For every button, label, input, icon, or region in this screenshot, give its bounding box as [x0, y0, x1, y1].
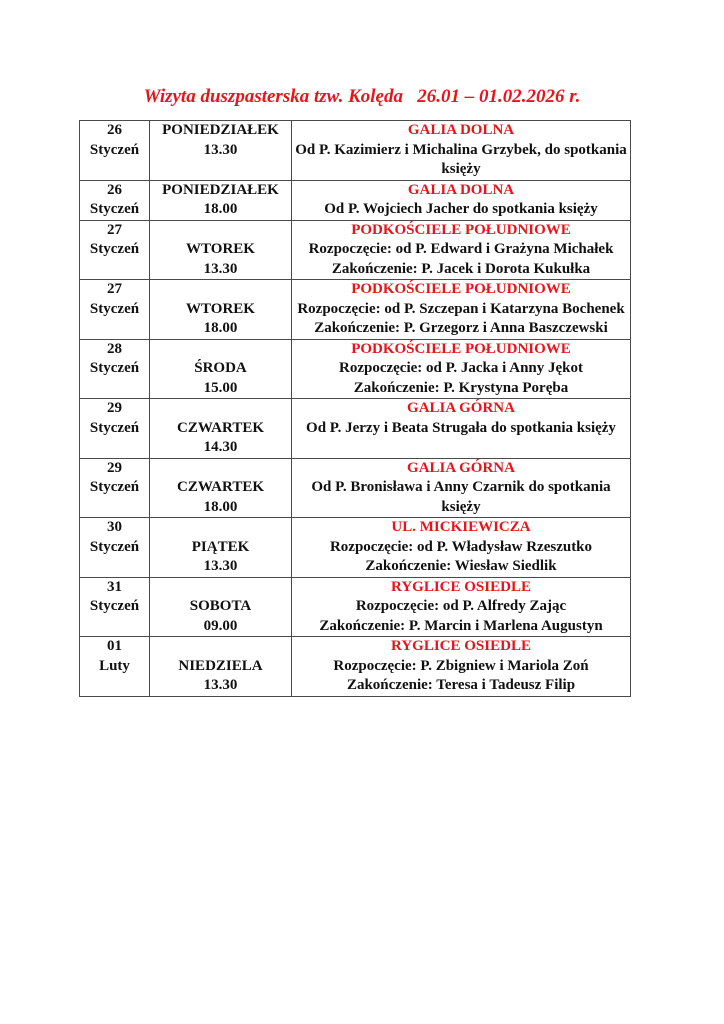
detail-line: Rozpoczęcie: od P. Władysław Rzeszutko: [329, 538, 593, 555]
weekday-time-cell: [150, 458, 292, 518]
detail-line: Od P. Bronisława i Anny Czarnik do spotkania księży: [311, 479, 611, 515]
month-name: Styczeń: [89, 201, 140, 217]
page-title: Wizyta duszpasterska tzw. Kolęda 26.01 – 01.02.2026 r.: [143, 86, 581, 107]
spacer: [152, 399, 289, 419]
detail-line: Od P. Jerzy i Beata Strugała do spotkania księży: [306, 419, 616, 436]
time: 15.00: [203, 379, 238, 396]
weekday: ŚRODA: [194, 360, 247, 376]
detail-line: Zakończenie: P. Marcin i Marlena Augustyn: [319, 617, 603, 634]
month-name: Styczeń: [89, 419, 140, 436]
table-row: [80, 339, 631, 399]
detail-line: Zakończenie: Wiesław Siedlik: [365, 558, 557, 574]
detail-line: Rozpoczęcie: od P. Alfredy Zając: [355, 598, 567, 614]
details-cell: [292, 339, 631, 399]
area-name: GALIA DOLNA: [407, 181, 515, 198]
area-name: UL. MICKIEWICZA: [391, 519, 531, 535]
weekday: CZWARTEK: [177, 479, 264, 495]
weekday-time-cell: [150, 339, 292, 399]
day-number: 26: [107, 122, 122, 138]
spacer: [152, 578, 289, 598]
date-cell: [80, 637, 150, 697]
time: 13.30: [203, 260, 238, 277]
time: 14.30: [203, 439, 238, 455]
day-number: 27: [107, 281, 122, 297]
area-name: GALIA GÓRNA: [407, 459, 515, 476]
day-number: 29: [107, 400, 122, 416]
time: 18.00: [203, 320, 238, 336]
month-name: Styczeń: [89, 479, 140, 495]
weekday: CZWARTEK: [177, 419, 264, 436]
area-name: RYGLICE OSIEDLE: [391, 578, 531, 595]
weekday-time-cell: [150, 280, 292, 340]
detail-line: Od P. Kazimierz i Michalina Grzybek, do spotkania księży: [295, 141, 627, 177]
table-row: [80, 220, 631, 280]
month-name: Luty: [99, 657, 130, 674]
detail-line: Rozpoczęcie: od P. Edward i Grażyna Michałek: [308, 241, 614, 257]
spacer: [152, 459, 289, 479]
detail-line: Zakończenie: P. Jacek i Dorota Kukułka: [331, 260, 591, 277]
time: 13.30: [203, 141, 238, 158]
day-number: 26: [107, 181, 122, 198]
date-cell: [80, 518, 150, 578]
weekday-time-cell: [150, 180, 292, 220]
date-cell: [80, 577, 150, 637]
table-row: [80, 180, 631, 220]
month-name: Styczeń: [89, 538, 140, 555]
date-cell: [80, 399, 150, 459]
weekday-time-cell: [150, 220, 292, 280]
date-cell: [80, 280, 150, 340]
date-cell: [80, 121, 150, 181]
detail-line: Zakończenie: Teresa i Tadeusz Filip: [346, 677, 576, 693]
table-row: [80, 577, 631, 637]
time: 18.00: [203, 201, 238, 217]
weekday: NIEDZIELA: [178, 657, 263, 674]
area-name: RYGLICE OSIEDLE: [391, 638, 531, 654]
area-name: GALIA GÓRNA: [407, 400, 515, 416]
date-cell: [80, 220, 150, 280]
detail-line: Rozpoczęcie: P. Zbigniew i Mariola Zoń: [333, 657, 589, 674]
month-name: Styczeń: [89, 360, 140, 376]
details-cell: [292, 399, 631, 459]
table-row: [80, 637, 631, 697]
spacer: [152, 221, 289, 241]
area-name: PODKOŚCIELE POŁUDNIOWE: [351, 340, 571, 357]
weekday: WTOREK: [186, 241, 255, 257]
month-name: Styczeń: [89, 241, 140, 257]
date-cell: [80, 180, 150, 220]
day-number: 27: [107, 221, 122, 238]
details-cell: [292, 458, 631, 518]
weekday: PONIEDZIAŁEK: [162, 122, 279, 138]
weekday-time-cell: [150, 637, 292, 697]
schedule-body: [80, 121, 631, 697]
details-cell: [292, 220, 631, 280]
time: 09.00: [203, 617, 238, 634]
detail-line: Zakończenie: P. Krystyna Poręba: [353, 379, 569, 396]
spacer: [152, 340, 289, 360]
details-cell: [292, 577, 631, 637]
day-number: 30: [107, 519, 122, 535]
weekday: PIĄTEK: [191, 538, 250, 555]
detail-line: Rozpoczęcie: od P. Szczepan i Katarzyna Bochenek: [297, 300, 625, 317]
detail-line: Rozpoczęcie: od P. Jacka i Anny Jękot: [338, 360, 583, 376]
spacer: [152, 518, 289, 538]
weekday: PONIEDZIAŁEK: [162, 181, 279, 198]
details-cell: [292, 518, 631, 578]
area-name: PODKOŚCIELE POŁUDNIOWE: [351, 281, 571, 297]
spacer: [152, 637, 289, 657]
weekday-time-cell: [150, 577, 292, 637]
month-name: Styczeń: [89, 141, 140, 158]
time: 18.00: [203, 498, 238, 515]
details-cell: [292, 280, 631, 340]
spacer: [152, 280, 289, 300]
weekday-time-cell: [150, 121, 292, 181]
day-number: 29: [107, 459, 122, 476]
day-number: 01: [107, 638, 122, 654]
date-cell: [80, 458, 150, 518]
weekday: SOBOTA: [189, 598, 252, 614]
table-row: [80, 518, 631, 578]
time: 13.30: [203, 677, 238, 693]
table-row: [80, 458, 631, 518]
day-number: 31: [107, 578, 122, 595]
detail-line: Zakończenie: P. Grzegorz i Anna Baszczewski: [314, 320, 608, 336]
details-cell: [292, 121, 631, 181]
schedule-table: [79, 120, 631, 697]
month-name: Styczeń: [89, 300, 140, 317]
time: 13.30: [203, 558, 238, 574]
detail-line: Od P. Wojciech Jacher do spotkania księży: [324, 201, 598, 217]
weekday-time-cell: [150, 399, 292, 459]
date-cell: [80, 339, 150, 399]
details-cell: [292, 180, 631, 220]
weekday: WTOREK: [186, 300, 255, 317]
month-name: Styczeń: [89, 598, 140, 614]
day-number: 28: [107, 340, 122, 357]
area-name: GALIA DOLNA: [407, 122, 515, 138]
table-row: [80, 121, 631, 181]
weekday-time-cell: [150, 518, 292, 578]
area-name: PODKOŚCIELE POŁUDNIOWE: [351, 221, 571, 238]
table-row: [80, 280, 631, 340]
table-row: [80, 399, 631, 459]
details-cell: [292, 637, 631, 697]
